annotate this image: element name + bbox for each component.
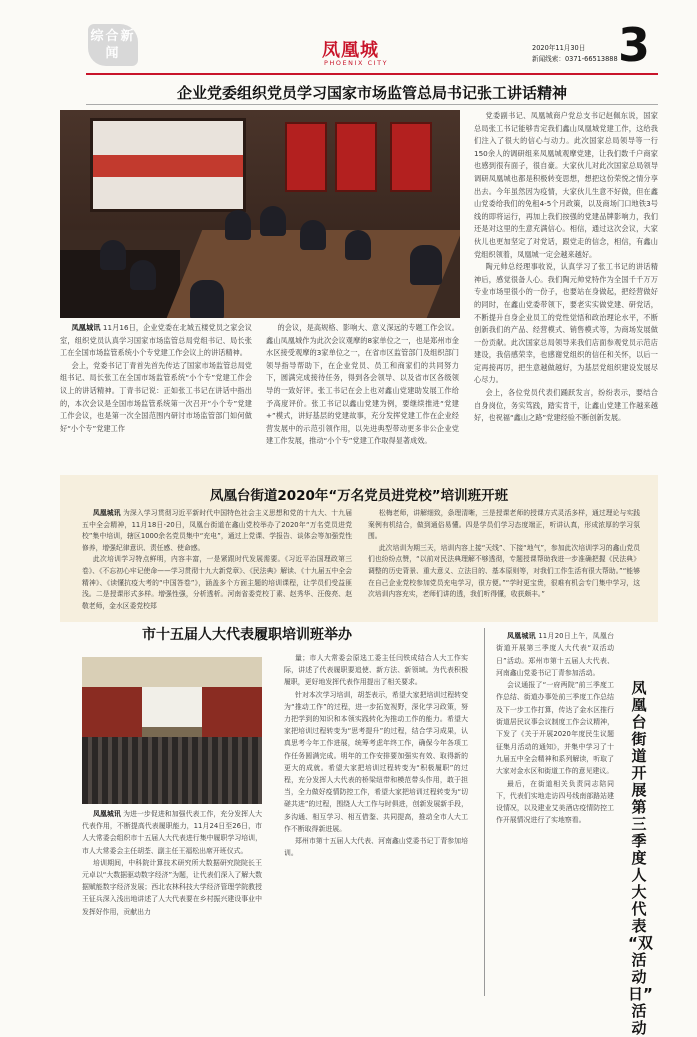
column-divider: [484, 628, 485, 996]
story3-c2-p2: 针对本次学习培训，胡荃表示，希望大家把培训过程转变为“推动工作”的过程，进一步拓宽视野，深化学习政策，努力把学到的知识和本领实践转化为推动工作的能力。希望大家把培训过程转变为“思考提升”的过程，结合学习成果，认真思考今年工作进展，统筹考虑年终工作，确保今年各项工作任务圆满完成。明年的工作安排要加强实有效、取得新的更大的成就。希望大家把培训过程转变为“积极履职”的过程，充分发挥人大代表的桥梁纽带和模范带头作用，敢于担当，全力做好疫情防控工作，希望大家把培训过程转变为“切磋共进”的过程，围绕人大工作与时俱进，创新发展新手段，多沟通、相互学习、相互借鉴、共同提高，推动全市人大工作不断取得新进展。: [284, 690, 468, 833]
story2-column-1: [82, 508, 352, 612]
story1-c1-p2: 会上，党委书记丁青首先首先传达了国家市场监管总局党组书记、局长张工在全国市场监管系统“小个专”党建工作会议上的讲话精神。丁青书记说：正如张工书记在讲话中指出的，本次会议是全国市场监管系统第一次召开“小个专”党建工作会议，也是第一次全国范围内研讨市场监管部门如何做好“小个专”党建工作: [60, 360, 252, 433]
story4-title-line-1: 凤凰台街道开展第三季度人大代表: [631, 679, 647, 935]
story3-column-1: [82, 808, 262, 918]
logo-subtitle: PHOENIX CITY: [324, 59, 389, 67]
story1-column-2: [266, 322, 459, 448]
story4-body: [496, 630, 614, 827]
story4-title-line-2: “双活动日”: [628, 934, 653, 1003]
story1-headline: 企业党委组织党员学习国家市场监管总局书记张工讲话精神: [176, 84, 567, 102]
story4-p1: 凤凰城讯 11月20日上午，凤凰台街道开展第三季度人大代表“双活动日”活动。郑州市第十五届人大代表、河南鑫山党委书记丁青参加活动。: [496, 632, 614, 677]
section-badge: 综合新闻: [88, 24, 138, 66]
story1-c3-p2: 陶元帅总经理事收说，认真学习了张工书记的讲话精神后，感觉很备人心。我们陶元帅党特作为全国千千万万专业市场里很小的一份子，也要站在身做起，把经营做好的同时，在鑫山党委带领下，要老实实做党建、研党话，不断提升自身企业员工的党性觉悟和政治理论水平，不断创新我们的产品、经营模式、销售模式等，为商场发展做一份贡献。此次国家总局领导来我们店面参观党员示范店建设，我倍感荣幸，也感谢党组织的信任和关怀，以后一定再接再厉，把生意越做越好，为基层党组织建设发展尽心尽力。: [474, 262, 658, 385]
story1-c2-p1: 的会议，是高规格、影响大、意义深远的专题工作会议。鑫山凤凰城作为此次会议观摩的8家单位之一，也是郑州市金水区接受观摩的3家单位之一，在省市区监管部门及组织部门领导指导帮助下，在企业党员、员工和商家们的共同努力下，圆满完成接待任务，得到各会领导、以及省市区各级领导的一致好评。张工书记在会上也对鑫山党建助发展工作给予高度评价。张工书记以鑫山党建为例，要继续推进“党建+”模式，讲好基层的党建故事，充分发挥党建工作在企业经营发展中的示范引领作用，以先进典型带动更多非公企业党建工作发展，推动“小个专”党建工作取得显著成效。: [266, 323, 459, 446]
page-number: 3: [618, 18, 651, 72]
news-phone: 新闻线索：0371-66513888: [532, 55, 618, 63]
training-photo: [82, 657, 262, 804]
masthead-divider: [86, 73, 658, 75]
story2-c1-p2: 此次培训学习特点鲜明，内容丰富，一是紧跟时代发展需要。《习近平治国理政第三卷》、《不忘初心牢记使命——学习贯彻十九大新党章》、《民法典》解读、《十九届五中全会精神》、《读懂抗疫大考的“中国答卷”》，涵盖多个方面主题的培训课程，让学员们受益匪浅。二是授课形式多样。增强性强，分析透析。河南省委党校丁素、赵秀华、汪俊亮、赵敬老师，金水区委党校郑: [82, 555, 352, 610]
story3-c2-p1: 量；市人大常委会原选工委主任闫铁成结合人大工作实际，讲述了代表履职要追使、新方法、新领域。为代表积极履职，更好地发挥代表作用提出了相关要求。: [284, 654, 468, 687]
meeting-photo: [60, 110, 460, 318]
story2-c1-p1: 凤凰城讯 为深入学习贯彻习近平新时代中国特色社会主义思想和党的十九大、十九届五中全会精神，11月18日-20日，凤凰台街道在鑫山党校举办了2020年“万名党员进党校”集中培训，辖区1000余名党员集中“充电”，通过上党课、学报告、谈体会等加强党性修养，增强纪律意识、责任感、使命感。: [82, 509, 352, 552]
story1-c3-p3: 会上，各位党员代表们踊跃发言，纷纷表示，要结合自身岗位，务实笃践，踏实肯干，让鑫山党建工作越来越好，也祝福“鑫山之路”党建经验不断创新发展。: [474, 388, 658, 423]
story4-vertical-headline: [628, 679, 653, 1037]
story4-p2: 会议通报了“一府两院”前三季度工作总结、街道办事处前三季度工作总结及下一步工作打算，传达了金水区推行街道居民议事会议制度工作会议精神，下发了《关于开展2020年度民生议题征集月活动的通知》，并集中学习了十九届五中全会精神和系列解读，听取了大家对金水区和街道工作的意见建议。: [496, 681, 614, 776]
story4-p3: 最后，在街道相关负责同志陪同下，代表们实地走访四号线南部路站建设情况，以及建业艾美酒店疫情防控工作开展情况进行了实地察看。: [496, 779, 614, 825]
story1-c1-p1: 凤凰城讯 11月16日，企业党委在北城五楼党员之家会议室，组织党员认真学习国家市场监管总局党组书记、局长张工在全国市场监管系统小个专党建工作会议上的讲话精神。: [60, 323, 252, 358]
story3-headline: 市十五届人大代表履职培训班举办: [142, 627, 352, 643]
story3-c2-p3: 郑州市第十五届人大代表、河南鑫山党委书记丁青参加培训。: [284, 837, 468, 858]
story1-headline-divider: [86, 104, 658, 105]
story3-column-2: [284, 652, 468, 859]
story3-c1-p2: 培训期间，中科院计算技术研究所大数据研究院院长王元卓以“大数据驱动数字经济”为题，让代表们深入了解大数据赋能数字经济发展；西北农林科技大学经济管理学院教授王征兵深入浅出地讲述了人大代表要在乡村振兴建设事业中发挥好作用，贡献出力: [82, 858, 262, 916]
story2-headline: 凤凰台街道2020年“万名党员进党校”培训班开班: [209, 488, 509, 504]
story2-c2-p1: 松梅老师，讲解细致，条理清晰，三是授课老师的授课方式灵活多样，通过理论与实践案例有机结合，做到通俗易懂。四是学员们学习态度端正，听讲认真，形成浓厚的学习氛围。: [368, 509, 640, 541]
story4-title-line-3: 活动: [631, 1002, 647, 1037]
logo-title: 凤凰城: [322, 40, 379, 61]
issue-date: 2020年11月30日: [532, 44, 586, 52]
story3-c1-p1: 凤凰城讯 为进一步促进和加强代表工作，充分发挥人大代表作用，不断提高代表履职能力，11月24日至26日，市人大常委会组织市十五届人大代表进行集中履职学习培训，市人大常委会主任胡荃、副主任王福松出席开班仪式。: [82, 810, 262, 855]
story1-column-3: [474, 110, 658, 425]
story1-c3-p1: 党委副书记、凤凰城商户党总支书记赵佩东说，国家总局张工书记能够肯定我们鑫山凤凰城党建工作，这给我们注入了很大的信心与动力。此次国家总局领导等一行150余人的调研组来凤凰城观摩党建，让我们数千户商家也感到很有面子，很自豪。大家伙儿对此次国家总局领导调研凤凰城也都是积极转变思想，想把这份荣悦之情分享出去。今年虽然因为疫情，大家伙儿生意不好做，但在鑫山党委给我们的免租4-5个月政策，以及商场门口地铁3号线的即将运行，再加上我们按强的党建品牌影响力，我们还是对这里的生意充满信心。相信，通过这次会议，大家伙儿也更加坚定了对党话，跟党走的信念，相信，有鑫山党组织领着，凤凰城一定会越来越好。: [474, 111, 658, 259]
story1-column-1: [60, 322, 252, 435]
story2-column-2: [368, 508, 640, 601]
story2-c2-p2: 此次培训为期三天，培训内容上接“天线”、下接“地气”，参加此次培训学习的鑫山党员们也纷纷点赞，“以前对民法典理解不够透彻，专题授课帮助我进一步准确把握《民法典》调整的历史背景、重大意义、立法目的、基本原则等，对我们工作生活有很大帮助。”“能够在自己企业党校参加党员充电学习，很方便。”“学时更宝贵，很难有机会专门集中学习，这次培训内容充实，老师们讲的透，我们听得懂，收获颇丰。”: [368, 543, 640, 599]
